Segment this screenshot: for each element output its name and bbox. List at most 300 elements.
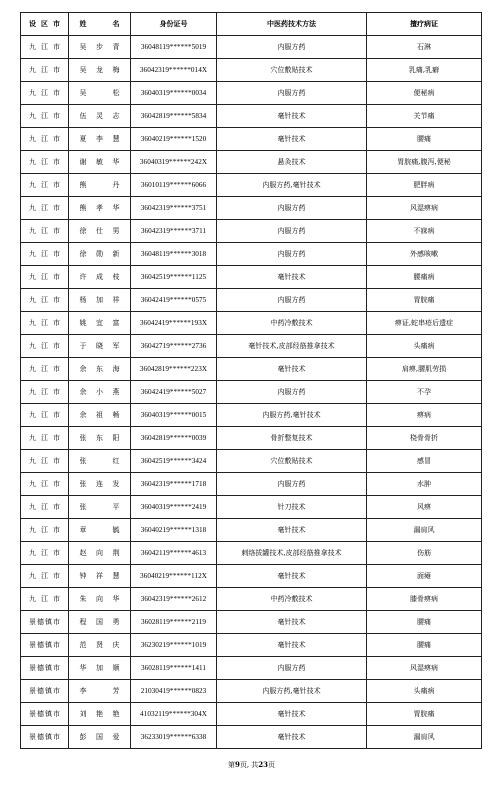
method-text: 毫针技术 — [277, 641, 306, 649]
table-row — [21, 680, 482, 703]
id-number-text: 36040319******0034 — [140, 89, 207, 97]
city-cell — [21, 703, 69, 726]
specialty-text: 不寐病 — [413, 227, 435, 235]
name-text: 赵 向 荆 — [79, 549, 120, 557]
table-row — [21, 266, 482, 289]
specialty-text: 外感咳嗽 — [410, 250, 438, 258]
name-cell — [69, 266, 131, 289]
name-cell — [69, 450, 131, 473]
specialty-text: 风痹 — [417, 503, 431, 511]
name-text: 吴 龙 梅 — [79, 66, 120, 74]
city-text: 九 江 市 — [29, 526, 60, 534]
city-text: 景德镇市 — [29, 618, 60, 626]
table-row — [21, 726, 482, 749]
specialty-cell — [367, 473, 482, 496]
id-number-cell — [131, 220, 217, 243]
name-text: 杨 加 祥 — [79, 296, 120, 304]
method-cell — [217, 174, 367, 197]
specialty-text: 胃脘痛 — [413, 710, 435, 718]
city-cell — [21, 450, 69, 473]
header-id-number — [131, 13, 217, 36]
name-text: 许 成 枝 — [79, 273, 120, 281]
specialty-text: 腰痛 — [417, 618, 431, 626]
specialty-cell — [367, 312, 482, 335]
id-number-cell — [131, 496, 217, 519]
header-name-label: 姓 名 — [79, 19, 120, 28]
method-text: 内服方药,毫针技术 — [262, 687, 321, 695]
method-text: 毫针技术,皮部经筋推拿技术 — [248, 342, 335, 350]
city-text: 景德镇市 — [29, 687, 60, 695]
name-text: 徐 勋 新 — [79, 250, 120, 258]
specialty-text: 腰痛 — [417, 135, 431, 143]
table-row — [21, 289, 482, 312]
name-cell — [69, 565, 131, 588]
table-row — [21, 450, 482, 473]
name-cell — [69, 427, 131, 450]
city-text: 九 江 市 — [29, 411, 60, 419]
practitioner-table — [20, 12, 482, 749]
name-cell — [69, 82, 131, 105]
method-text: 内服方药 — [277, 204, 306, 212]
name-text: 于 晓 军 — [79, 342, 120, 350]
table-header — [21, 13, 482, 36]
name-text: 范 贤 庆 — [79, 641, 120, 649]
id-number-cell — [131, 289, 217, 312]
city-cell — [21, 611, 69, 634]
specialty-text: 不孕 — [417, 388, 431, 396]
method-cell — [217, 289, 367, 312]
method-cell — [217, 450, 367, 473]
id-number-cell — [131, 312, 217, 335]
city-text: 九 江 市 — [29, 572, 60, 580]
method-text: 内服方药 — [277, 250, 306, 258]
id-number-text: 36028119******2119 — [140, 618, 207, 626]
specialty-text: 漏肩风 — [413, 526, 435, 534]
table-row — [21, 588, 482, 611]
specialty-cell — [367, 680, 482, 703]
city-cell — [21, 519, 69, 542]
specialty-text: 胃脘痛 — [413, 296, 435, 304]
method-cell — [217, 197, 367, 220]
specialty-text: 伤筋 — [417, 549, 431, 557]
table-row — [21, 243, 482, 266]
id-number-cell — [131, 542, 217, 565]
name-cell — [69, 59, 131, 82]
id-number-cell — [131, 634, 217, 657]
id-number-text: 36042319******1718 — [140, 480, 207, 488]
specialty-cell — [367, 427, 482, 450]
name-text: 张 红 — [79, 457, 120, 465]
method-cell — [217, 220, 367, 243]
city-cell — [21, 82, 69, 105]
city-cell — [21, 59, 69, 82]
method-text: 骨折整复技术 — [270, 434, 313, 442]
city-cell — [21, 657, 69, 680]
id-number-cell — [131, 519, 217, 542]
name-cell — [69, 358, 131, 381]
method-cell — [217, 381, 367, 404]
city-text: 九 江 市 — [29, 457, 60, 465]
name-cell — [69, 680, 131, 703]
name-text: 钟 祥 慧 — [79, 572, 120, 580]
city-cell — [21, 151, 69, 174]
name-cell — [69, 128, 131, 151]
id-number-text: 41032119******304X — [140, 710, 207, 718]
city-text: 九 江 市 — [29, 89, 60, 97]
header-specialty — [367, 13, 482, 36]
id-number-cell — [131, 588, 217, 611]
city-cell — [21, 634, 69, 657]
specialty-cell — [367, 565, 482, 588]
footer-prefix: 第 — [227, 761, 235, 769]
method-text: 毫针技术 — [277, 526, 306, 534]
table-row — [21, 82, 482, 105]
name-text: 夏 李 慧 — [79, 135, 120, 143]
name-cell — [69, 657, 131, 680]
id-number-cell — [131, 381, 217, 404]
specialty-cell — [367, 703, 482, 726]
table-row — [21, 105, 482, 128]
city-text: 九 江 市 — [29, 227, 60, 235]
specialty-text: 头痛病 — [413, 342, 435, 350]
id-number-text: 36040319******2419 — [140, 503, 207, 511]
header-specialty-label: 擅疗病证 — [410, 19, 438, 28]
name-text: 朱 向 华 — [79, 595, 120, 603]
footer-page-number: 9 — [234, 760, 240, 769]
city-text: 景德镇市 — [29, 641, 60, 649]
name-cell — [69, 289, 131, 312]
name-cell — [69, 519, 131, 542]
method-text: 毫针技术 — [277, 112, 306, 120]
name-cell — [69, 220, 131, 243]
method-cell — [217, 680, 367, 703]
method-text: 内服方药 — [277, 296, 306, 304]
city-cell — [21, 105, 69, 128]
id-number-cell — [131, 174, 217, 197]
id-number-text: 36042819******0039 — [140, 434, 207, 442]
city-text: 九 江 市 — [29, 112, 60, 120]
id-number-text: 36048119******3018 — [140, 250, 207, 258]
table-row — [21, 565, 482, 588]
specialty-cell — [367, 726, 482, 749]
name-cell — [69, 197, 131, 220]
method-text: 毫针技术 — [277, 710, 306, 718]
name-text: 章 毓 — [79, 526, 120, 534]
table-row — [21, 174, 482, 197]
method-text: 毫针技术 — [277, 733, 306, 741]
name-cell — [69, 588, 131, 611]
city-text: 九 江 市 — [29, 43, 60, 51]
method-cell — [217, 473, 367, 496]
page-footer — [0, 760, 503, 770]
method-cell — [217, 588, 367, 611]
city-cell — [21, 243, 69, 266]
id-number-cell — [131, 703, 217, 726]
city-cell — [21, 174, 69, 197]
name-text: 余 小 燕 — [79, 388, 120, 396]
specialty-cell — [367, 174, 482, 197]
id-number-cell — [131, 82, 217, 105]
specialty-text: 腰痛 — [417, 641, 431, 649]
table-row — [21, 335, 482, 358]
id-number-text: 36230219******1019 — [140, 641, 207, 649]
table-row — [21, 36, 482, 59]
header-city — [21, 13, 69, 36]
method-cell — [217, 82, 367, 105]
city-text: 九 江 市 — [29, 135, 60, 143]
method-cell — [217, 59, 367, 82]
name-cell — [69, 634, 131, 657]
specialty-text: 风湿痹病 — [410, 664, 438, 672]
method-cell — [217, 634, 367, 657]
specialty-text: 肥胖病 — [413, 181, 435, 189]
method-text: 内服方药 — [277, 227, 306, 235]
city-cell — [21, 496, 69, 519]
city-text: 九 江 市 — [29, 480, 60, 488]
name-text: 熊 丹 — [79, 181, 120, 189]
name-text: 姚 宜 富 — [79, 319, 120, 327]
specialty-cell — [367, 36, 482, 59]
id-number-cell — [131, 657, 217, 680]
specialty-cell — [367, 496, 482, 519]
id-number-text: 36042719******2736 — [140, 342, 207, 350]
specialty-cell — [367, 266, 482, 289]
method-text: 中药冷敷技术 — [270, 595, 313, 603]
id-number-text: 36042819******223X — [139, 365, 208, 373]
specialty-cell — [367, 588, 482, 611]
name-cell — [69, 174, 131, 197]
city-cell — [21, 680, 69, 703]
id-number-cell — [131, 473, 217, 496]
specialty-text: 痹病 — [417, 411, 431, 419]
specialty-cell — [367, 289, 482, 312]
method-text: 中药冷敷技术 — [270, 319, 313, 327]
city-cell — [21, 128, 69, 151]
table-row — [21, 404, 482, 427]
name-text: 张 东 阳 — [79, 434, 120, 442]
name-cell — [69, 703, 131, 726]
id-number-cell — [131, 197, 217, 220]
table-row — [21, 473, 482, 496]
table-row — [21, 151, 482, 174]
city-text: 景德镇市 — [29, 710, 60, 718]
name-cell — [69, 496, 131, 519]
table-row — [21, 542, 482, 565]
city-text: 九 江 市 — [29, 158, 60, 166]
method-cell — [217, 404, 367, 427]
name-cell — [69, 151, 131, 174]
method-cell — [217, 542, 367, 565]
name-cell — [69, 105, 131, 128]
specialty-cell — [367, 59, 482, 82]
specialty-cell — [367, 542, 482, 565]
method-text: 内服方药,毫针技术 — [262, 181, 321, 189]
footer-total-pages: 23 — [258, 760, 269, 769]
method-cell — [217, 726, 367, 749]
name-text: 谢 敏 华 — [79, 158, 120, 166]
name-text: 张 平 — [79, 503, 120, 511]
city-cell — [21, 726, 69, 749]
id-number-text: 36040219******1318 — [140, 526, 207, 534]
specialty-cell — [367, 105, 482, 128]
id-number-text: 36040219******112X — [140, 572, 207, 580]
city-text: 九 江 市 — [29, 204, 60, 212]
specialty-cell — [367, 634, 482, 657]
header-row — [21, 13, 482, 36]
method-text: 毫针技术 — [277, 572, 306, 580]
id-number-cell — [131, 59, 217, 82]
specialty-cell — [367, 381, 482, 404]
specialty-cell — [367, 611, 482, 634]
name-text: 伍 灵 志 — [79, 112, 120, 120]
specialty-text: 痹证,蛇串疮后遗症 — [394, 319, 454, 327]
id-number-text: 36048119******5019 — [140, 43, 207, 51]
specialty-cell — [367, 450, 482, 473]
method-cell — [217, 565, 367, 588]
id-number-text: 36040219******1520 — [140, 135, 207, 143]
method-cell — [217, 703, 367, 726]
id-number-text: 36042419******0575 — [140, 296, 207, 304]
name-cell — [69, 404, 131, 427]
city-text: 九 江 市 — [29, 342, 60, 350]
id-number-cell — [131, 611, 217, 634]
city-text: 九 江 市 — [29, 365, 60, 373]
header-city-label: 设 区 市 — [29, 19, 60, 28]
specialty-text: 风湿痹病 — [410, 204, 438, 212]
method-cell — [217, 312, 367, 335]
name-text: 熊 孝 华 — [79, 204, 120, 212]
table-row — [21, 634, 482, 657]
city-cell — [21, 266, 69, 289]
method-cell — [217, 496, 367, 519]
id-number-text: 36042119******4613 — [140, 549, 207, 557]
table-body — [21, 36, 482, 749]
method-text: 内服方药 — [277, 480, 306, 488]
header-method-label: 中医药技术方法 — [267, 19, 316, 28]
specialty-text: 石淋 — [417, 43, 431, 51]
city-text: 九 江 市 — [29, 549, 60, 557]
table-row — [21, 496, 482, 519]
id-number-text: 36010119******6066 — [140, 181, 207, 189]
specialty-text: 关节痛 — [413, 112, 435, 120]
city-cell — [21, 335, 69, 358]
specialty-cell — [367, 657, 482, 680]
specialty-cell — [367, 243, 482, 266]
method-cell — [217, 128, 367, 151]
header-name — [69, 13, 131, 36]
id-number-cell — [131, 450, 217, 473]
id-number-cell — [131, 105, 217, 128]
method-cell — [217, 105, 367, 128]
name-text: 余 东 海 — [79, 365, 120, 373]
id-number-cell — [131, 243, 217, 266]
city-cell — [21, 220, 69, 243]
method-text: 内服方药 — [277, 43, 306, 51]
table-row — [21, 358, 482, 381]
name-cell — [69, 611, 131, 634]
footer-middle: 页, 共 — [239, 761, 259, 769]
city-text: 九 江 市 — [29, 503, 60, 511]
specialty-text: 漏肩风 — [413, 733, 435, 741]
id-number-cell — [131, 335, 217, 358]
id-number-cell — [131, 266, 217, 289]
city-cell — [21, 381, 69, 404]
method-text: 毫针技术 — [277, 135, 306, 143]
specialty-cell — [367, 404, 482, 427]
name-cell — [69, 473, 131, 496]
name-text: 徐 仕 男 — [79, 227, 120, 235]
method-cell — [217, 36, 367, 59]
method-cell — [217, 335, 367, 358]
id-number-cell — [131, 680, 217, 703]
specialty-cell — [367, 519, 482, 542]
id-number-text: 36233019******6338 — [140, 733, 207, 741]
method-text: 毫针技术 — [277, 365, 306, 373]
name-cell — [69, 542, 131, 565]
city-cell — [21, 289, 69, 312]
id-number-cell — [131, 404, 217, 427]
city-cell — [21, 404, 69, 427]
specialty-cell — [367, 358, 482, 381]
id-number-text: 36042419******5027 — [140, 388, 207, 396]
table-row — [21, 59, 482, 82]
table-row — [21, 128, 482, 151]
table-row — [21, 611, 482, 634]
id-number-cell — [131, 358, 217, 381]
table-row — [21, 427, 482, 450]
method-cell — [217, 243, 367, 266]
method-cell — [217, 657, 367, 680]
city-text: 九 江 市 — [29, 66, 60, 74]
city-cell — [21, 197, 69, 220]
name-text: 程 国 勇 — [79, 618, 120, 626]
city-text: 九 江 市 — [29, 319, 60, 327]
table-row — [21, 312, 482, 335]
specialty-text: 腰痛病 — [413, 273, 435, 281]
method-cell — [217, 427, 367, 450]
city-cell — [21, 36, 69, 59]
method-text: 内服方药,毫针技术 — [262, 411, 321, 419]
method-cell — [217, 151, 367, 174]
name-cell — [69, 243, 131, 266]
name-cell — [69, 381, 131, 404]
id-number-text: 36028119******1411 — [140, 664, 207, 672]
id-number-text: 36042319******2612 — [140, 595, 207, 603]
table-row — [21, 703, 482, 726]
city-text: 九 江 市 — [29, 595, 60, 603]
specialty-text: 感冒 — [417, 457, 431, 465]
specialty-cell — [367, 197, 482, 220]
id-number-cell — [131, 36, 217, 59]
id-number-text: 36042319******3751 — [140, 204, 207, 212]
id-number-text: 21030419******0823 — [140, 687, 207, 695]
method-text: 悬灸技术 — [277, 158, 306, 166]
name-cell — [69, 36, 131, 59]
city-cell — [21, 358, 69, 381]
specialty-text: 胃脘痛,腹泻,便秘 — [397, 158, 451, 166]
method-text: 毫针技术 — [277, 618, 306, 626]
name-text: 张 连 发 — [79, 480, 120, 488]
name-text: 吴 步 青 — [79, 43, 120, 51]
id-number-cell — [131, 565, 217, 588]
city-text: 九 江 市 — [29, 388, 60, 396]
table-row — [21, 197, 482, 220]
specialty-text: 膝骨痹病 — [410, 595, 438, 603]
method-text: 穴位敷贴技术 — [270, 457, 313, 465]
specialty-cell — [367, 151, 482, 174]
city-cell — [21, 312, 69, 335]
id-number-cell — [131, 128, 217, 151]
